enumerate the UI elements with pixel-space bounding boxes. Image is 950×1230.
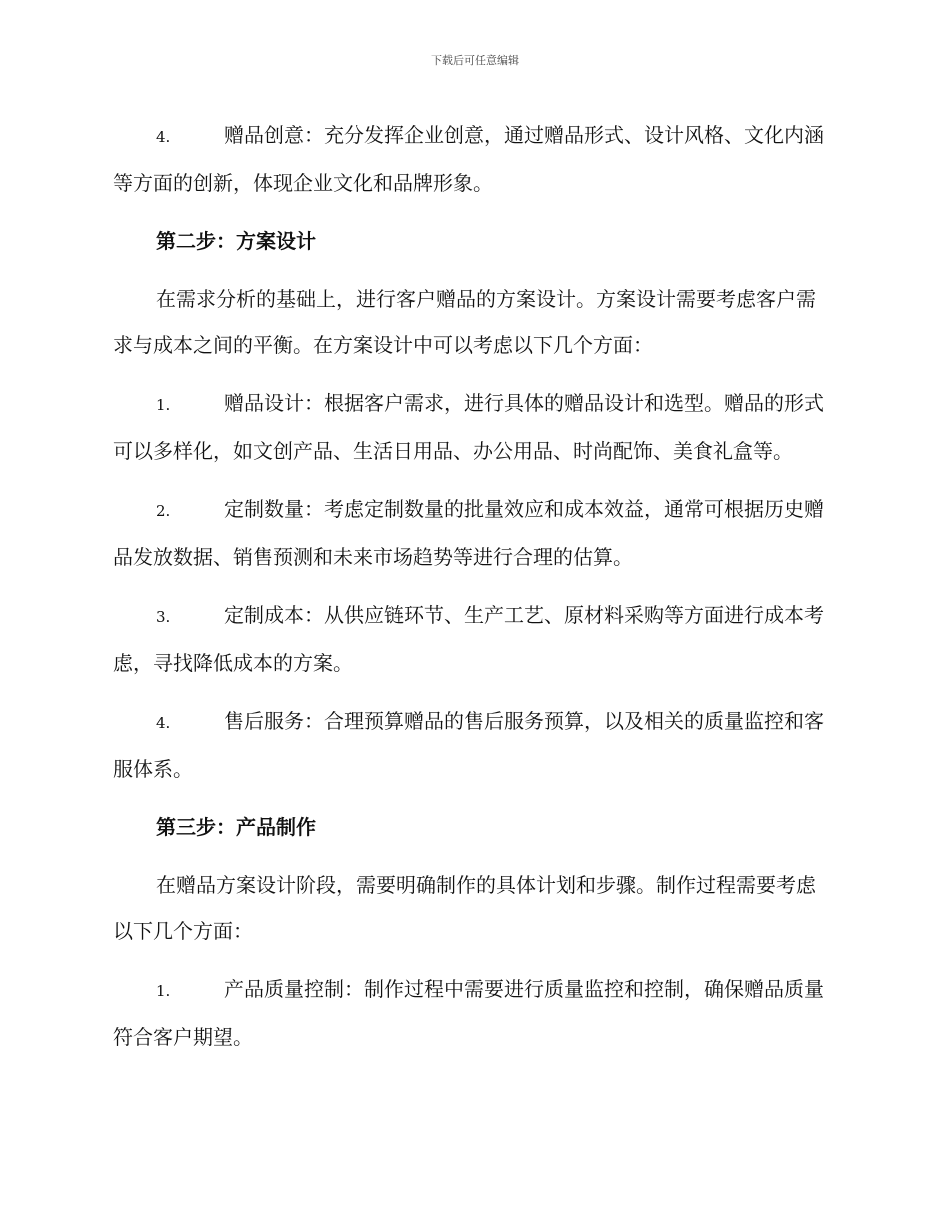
list-number: 1. <box>156 396 171 414</box>
list-text: 赠品设计：根据客户需求，进行具体的赠品设计和选型。赠品的形式可以多样化，如文创产品、生活日用品、办公用品、时尚配饰、美食礼盒等。 <box>113 391 824 463</box>
section-heading: 第二步：方案设计 <box>156 229 316 253</box>
list-item <box>113 966 833 1060</box>
section-heading: 第三步：产品制作 <box>156 815 316 839</box>
list-number: 4. <box>156 714 171 732</box>
list-number: 2. <box>156 502 171 520</box>
paragraph: 在需求分析的基础上，进行客户赠品的方案设计。方案设计需要考虑客户需求与成本之间的平衡。在方案设计中可以考虑以下几个方面： <box>113 287 816 357</box>
list-item <box>113 592 833 686</box>
list-text: 定制成本：从供应链环节、生产工艺、原材料采购等方面进行成本考虑，寻找降低成本的方案。 <box>113 603 824 675</box>
list-text: 赠品创意：充分发挥企业创意，通过赠品形式、设计风格、文化内涵等方面的创新，体现企业文化和品牌形象。 <box>113 123 824 195</box>
list-text: 定制数量：考虑定制数量的批量效应和成本效益，通常可根据历史赠品发放数据、销售预测和未来市场趋势等进行合理的估算。 <box>113 497 824 569</box>
list-item <box>113 486 833 580</box>
list-text: 产品质量控制：制作过程中需要进行质量监控和控制，确保赠品质量符合客户期望。 <box>113 977 824 1049</box>
list-item <box>113 380 833 474</box>
list-number: 1. <box>156 982 171 1000</box>
list-item <box>113 112 833 206</box>
list-number: 3. <box>156 608 171 626</box>
list-text: 售后服务：合理预算赠品的售后服务预算，以及相关的质量监控和客服体系。 <box>113 709 824 781</box>
list-number: 4. <box>156 128 171 146</box>
paragraph: 在赠品方案设计阶段，需要明确制作的具体计划和步骤。制作过程需要考虑以下几个方面： <box>113 873 816 943</box>
document-body <box>113 112 833 1072</box>
page-header: 下载后可任意编辑 <box>431 54 519 67</box>
list-item <box>113 698 833 792</box>
